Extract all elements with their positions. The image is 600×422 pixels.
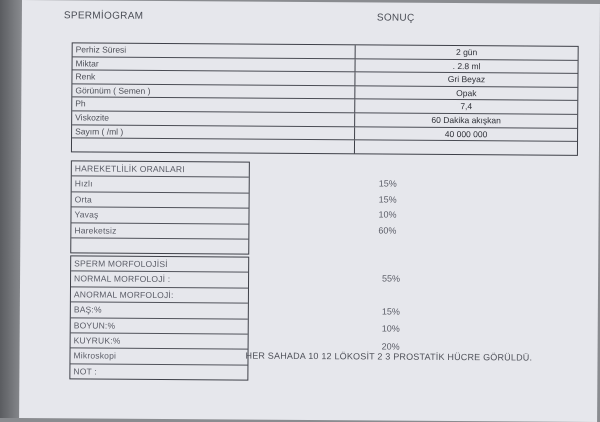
morphology-value: 20% xyxy=(381,341,400,352)
row-label-empty xyxy=(72,139,355,154)
motility-value: 15% xyxy=(378,178,397,189)
morphology-value: 10% xyxy=(381,323,400,334)
row-label: Miktar xyxy=(73,57,356,72)
row-label: Perhiz Süresi xyxy=(73,43,356,58)
table-row-empty xyxy=(72,139,577,155)
motility-label: Yavaş xyxy=(71,208,248,225)
row-label: Sayım ( /ml ) xyxy=(72,125,355,140)
row-label: Görünüm ( Semen ) xyxy=(72,84,355,99)
morphology-label: NOT : xyxy=(73,366,97,377)
microscopy-note: HER SAHADA 10 12 LÖKOSİT 2 3 PROSTATİK HÜCRE GÖRÜLDÜ. xyxy=(245,350,533,363)
row-value: 7,4 xyxy=(460,101,473,112)
motility-value: 10% xyxy=(378,209,397,220)
motility-label: Hareketsiz xyxy=(71,223,248,240)
row-value: Gri Beyaz xyxy=(447,74,486,85)
morphology-label: BOYUN:% xyxy=(71,318,248,335)
motility-label: Hızlı xyxy=(72,177,249,194)
row-label: Ph xyxy=(72,98,355,113)
row-value: . 2.8 ml xyxy=(452,60,481,71)
morphology-label: ANORMAL MORFOLOJİ: xyxy=(71,287,248,304)
row-value: 2 gün xyxy=(455,47,478,58)
morphology-table xyxy=(69,255,249,380)
row-value: 60 Dakika akışkan xyxy=(431,114,501,126)
report-title: SPERMİOGRAM xyxy=(63,10,144,22)
row-value: 40 000 000 xyxy=(444,128,488,139)
morphology-label: BAŞ:% xyxy=(71,303,248,320)
motility-empty-row xyxy=(71,238,248,253)
motility-table xyxy=(70,160,250,254)
row-label: Viskozite xyxy=(72,111,355,126)
motility-value: 15% xyxy=(378,194,397,205)
main-results-table xyxy=(71,42,579,155)
morphology-title: SPERM MORFOLOJİSİ xyxy=(71,256,248,273)
motility-label: Orta xyxy=(72,192,249,209)
morphology-label: Mikroskopi xyxy=(70,349,247,366)
row-label: Renk xyxy=(72,71,355,86)
morphology-label: NORMAL MORFOLOJİ : xyxy=(71,272,248,289)
morphology-label: KUYRUK:% xyxy=(71,333,248,350)
morphology-value: 55% xyxy=(382,273,401,284)
morphology-value: 15% xyxy=(381,306,400,317)
report-paper xyxy=(19,0,600,422)
row-value: Opak xyxy=(456,87,477,98)
result-column-title: SONUÇ xyxy=(376,12,415,24)
row-value-empty xyxy=(355,140,577,154)
motility-title: HAREKETLİLİK ORANLARI xyxy=(72,161,249,178)
motility-value: 60% xyxy=(378,225,397,236)
